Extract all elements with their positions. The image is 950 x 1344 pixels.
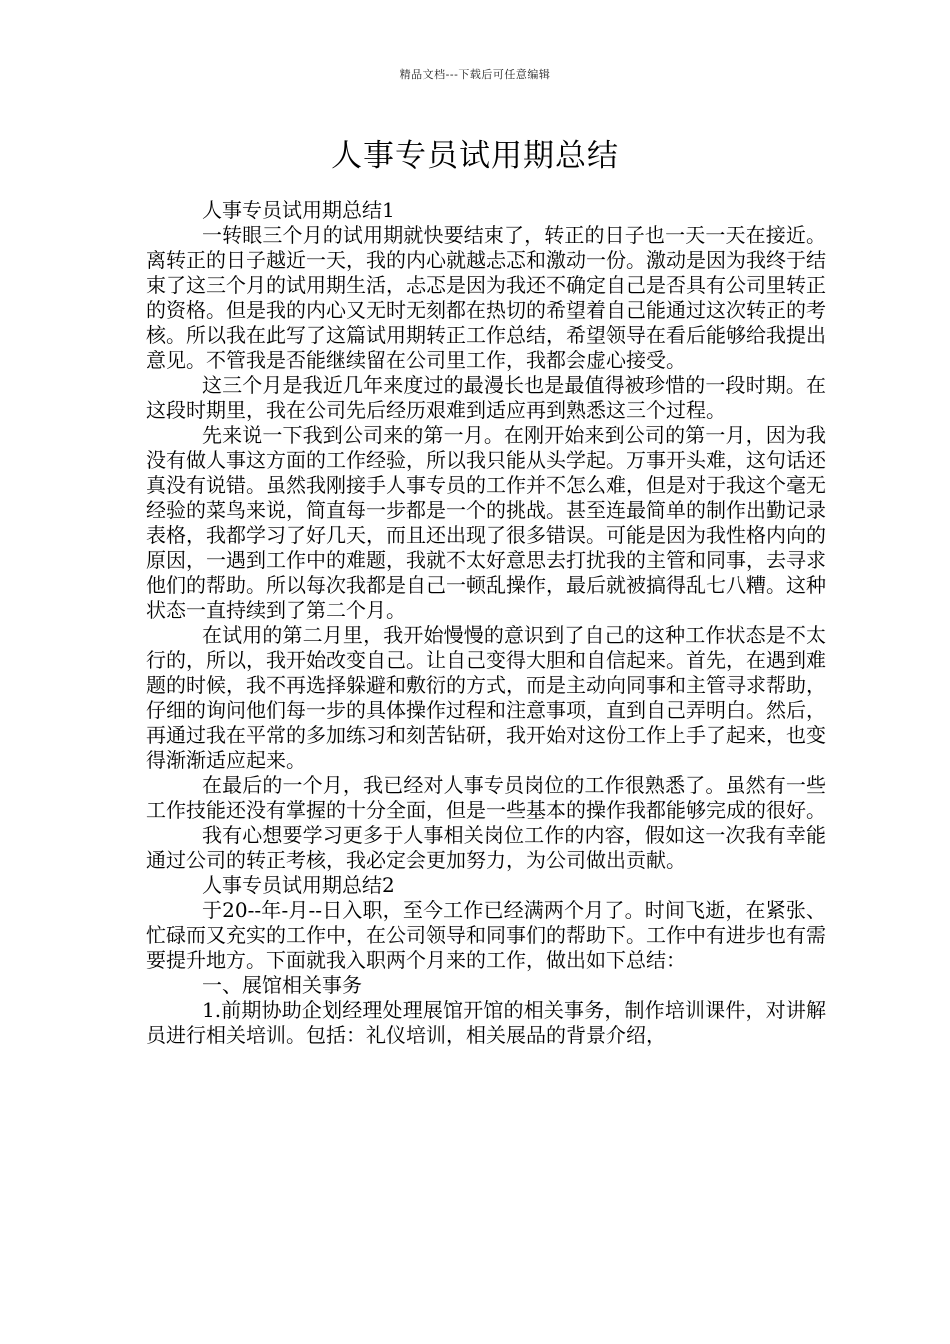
body-paragraph: 一转眼三个月的试用期就快要结束了，转正的日子也一天一天在接近。离转正的日子越近一天，我的内心就越忐忑和激动一份。激动是因为我终于结束了这三个月的试用期生活，忐忑是因为我还不确定自己是否具有公司里转正的资格。但是我的内心又无时无刻都在热切的希望着自己能通过这次转正的考核。所以我在此写了这篇试用期转正工作总结，希望领导在看后能够给我提出意见。不管我是否能继续留在公司里工作，我都会虚心接受。 (146, 223, 826, 372)
subsection-heading: 一、展馆相关事务 (202, 973, 362, 997)
body-paragraph: 我有心想要学习更多于人事相关岗位工作的内容，假如这一次我有幸能通过公司的转正考核，我必定会更加努力，为公司做出贡献。 (146, 823, 826, 872)
document-body (146, 198, 826, 1048)
body-paragraph: 在试用的第二月里，我开始慢慢的意识到了自己的这种工作状态是不太行的，所以，我开始改变自己。让自己变得大胆和自信起来。首先，在遇到难题的时候，我不再选择躲避和敷衍的方式，而是主动向同事和主管寻求帮助，仔细的询问他们每一步的具体操作过程和注意事项，直到自己弄明白。然后，再通过我在平常的多加练习和刻苦钻研，我开始对这份工作上手了起来，也变得渐渐适应起来。 (146, 623, 826, 772)
section-heading-2: 人事专员试用期总结2 (202, 873, 395, 897)
body-paragraph: 这三个月是我近几年来度过的最漫长也是最值得被珍惜的一段时期。在这段时期里，我在公司先后经历艰难到适应再到熟悉这三个过程。 (146, 373, 826, 422)
document-title: 人事专员试用期总结 (331, 138, 619, 174)
body-paragraph: 先来说一下我到公司来的第一月。在刚开始来到公司的第一月，因为我没有做人事这方面的工作经验，所以我只能从头学起。万事开头难，这句话还真没有说错。虽然我刚接手人事专员的工作并不怎么难，但是对于我这个毫无经验的菜鸟来说，简直每一步都是一个的挑战。甚至连最简单的制作出勤记录表格，我都学习了好几天，而且还出现了很多错误。可能是因为我性格内向的原因，一遇到工作中的难题，我就不太好意思去打扰我的主管和同事，去寻求他们的帮助。所以每次我都是自己一顿乱操作，最后就被搞得乱七八糟。这种状态一直持续到了第二个月。 (146, 423, 826, 622)
page-header-note: 精品文档---下载后可任意编辑 (399, 68, 551, 81)
body-paragraph: 于20--年-月--日入职，至今工作已经满两个月了。时间飞逝，在紧张、忙碌而又充实的工作中，在公司领导和同事们的帮助下。工作中有进步也有需要提升地方。下面就我入职两个月来的工作，做出如下总结： (146, 898, 826, 972)
body-paragraph: 1.前期协助企划经理处理展馆开馆的相关事务，制作培训课件，对讲解员进行相关培训。包括：礼仪培训，相关展品的背景介绍， (146, 998, 826, 1047)
section-heading-1: 人事专员试用期总结1 (202, 198, 395, 222)
body-paragraph: 在最后的一个月，我已经对人事专员岗位的工作很熟悉了。虽然有一些工作技能还没有掌握的十分全面，但是一些基本的操作我都能够完成的很好。 (146, 773, 826, 822)
